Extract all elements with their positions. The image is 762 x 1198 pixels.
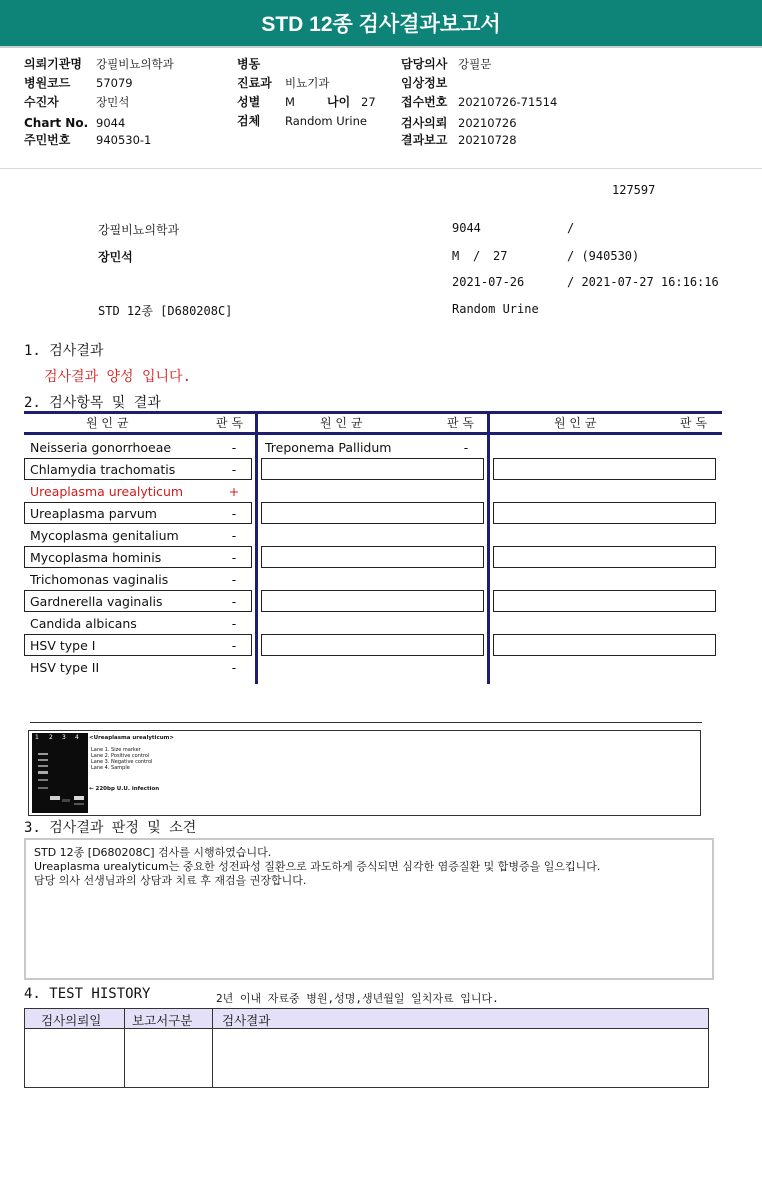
positive-result-message: 검사결과 양성 입니다.	[44, 369, 192, 385]
pathogen-result: -	[231, 572, 237, 587]
gel-image	[32, 733, 88, 813]
row-box	[261, 634, 484, 656]
value: 9044	[96, 116, 126, 130]
history-col-divider	[212, 1009, 213, 1087]
header-report-date	[401, 131, 517, 149]
col2-result-header: 판 독	[447, 416, 474, 430]
label: 접수번호	[401, 95, 448, 109]
pathogen-result-positive: +	[228, 484, 240, 499]
row-box	[493, 590, 716, 612]
value: 20210728	[458, 133, 517, 147]
summary-age: 27	[493, 249, 508, 263]
pathogen-name: Gardnerella vaginalis	[30, 594, 163, 609]
pathogen-result: -	[231, 594, 237, 609]
header-divider	[0, 168, 762, 169]
value: 비뇨기과	[285, 76, 330, 90]
row-box	[493, 502, 716, 524]
row-box	[493, 634, 716, 656]
col1-result-header: 판 독	[216, 416, 243, 430]
header-chart-no	[24, 114, 125, 132]
summary-name: 장민석	[98, 250, 133, 264]
gel-legend-line: Lane 3. Negative control	[91, 759, 153, 765]
header-institution	[24, 55, 174, 73]
value: 20210726-71514	[458, 95, 558, 109]
header-clinical-info	[401, 74, 458, 92]
pathogen-name: HSV type I	[30, 638, 96, 653]
table-top-rule	[24, 411, 722, 414]
summary-collected: 2021-07-26	[452, 275, 525, 289]
label: 수진자	[24, 95, 59, 109]
summary-slash: /	[567, 221, 575, 235]
col2-pathogen-header: 원 인 균	[320, 416, 363, 430]
col1-pathogen-header: 원 인 균	[86, 416, 129, 430]
pathogen-name: Mycoplasma hominis	[30, 550, 162, 565]
section2-title: 2. 검사항목 및 결과	[24, 395, 161, 411]
header-resident-no	[24, 131, 151, 149]
opinion-line: 담당 의사 선생님과의 상담과 치료 후 재검을 권장합니다.	[34, 874, 307, 887]
gel-heading: <Ureaplasma urealyticum>	[89, 735, 174, 741]
pathogen-result: -	[231, 616, 237, 631]
pathogen-result: -	[231, 660, 237, 675]
label: 나이	[327, 95, 351, 109]
value: 장민석	[96, 95, 130, 109]
label: Chart No.	[24, 116, 89, 130]
opinion-line: Ureaplasma urealyticum는 중요한 성전파성 질환으로 과도하게 증식되면 심각한 염증질환 및 합병증을 일으킵니다.	[34, 860, 601, 873]
summary-birth: / (940530)	[567, 249, 640, 263]
header-hospital-code	[24, 74, 133, 92]
value: Random Urine	[285, 114, 367, 128]
label: 담당의사	[401, 57, 448, 71]
row-box	[261, 590, 484, 612]
value: 940530-1	[96, 133, 152, 147]
label: 결과보고	[401, 133, 448, 147]
col3-result-header: 판 독	[680, 416, 707, 430]
header-request-date	[401, 114, 517, 132]
row-box	[493, 458, 716, 480]
label: 진료과	[237, 76, 272, 90]
gel-legend-line: Lane 4. Sample	[91, 765, 130, 771]
section4-title: 4. TEST HISTORY	[24, 986, 151, 1002]
header-receipt-no	[401, 93, 557, 111]
opinion-line: STD 12종 [D680208C] 검사를 시행하였습니다.	[34, 846, 272, 859]
summary-test: STD 12종 [D680208C]	[98, 304, 233, 318]
summary-specimen: Random Urine	[452, 302, 539, 316]
label: 검사의뢰	[401, 116, 448, 130]
pathogen-result: -	[231, 550, 237, 565]
table-column-divider-2	[487, 411, 490, 684]
pathogen-name: Candida albicans	[30, 616, 137, 631]
history-header-report-type: 보고서구분	[132, 1013, 193, 1028]
col3-pathogen-header: 원 인 균	[554, 416, 597, 430]
gel-bands-graphic	[32, 733, 88, 813]
summary-reported: / 2021-07-27 16:16:16	[567, 275, 719, 289]
pathogen-name-positive: Ureaplasma urealyticum	[30, 484, 184, 499]
report-title: STD 12종 검사결과보고서	[0, 0, 762, 48]
pathogen-name: Trichomonas vaginalis	[30, 572, 169, 587]
pathogen-result: -	[231, 506, 237, 521]
pathogen-name: Ureaplasma parvum	[30, 506, 157, 521]
gel-legend-line: Lane 2. Positive control	[91, 753, 150, 759]
header-sex-age	[237, 93, 376, 111]
history-header-request-date: 검사의뢰일	[41, 1013, 102, 1028]
row-box	[261, 502, 484, 524]
pathogen-name: Treponema Pallidum	[265, 440, 392, 455]
pathogen-name: Mycoplasma genitalium	[30, 528, 179, 543]
header-examinee	[24, 93, 129, 111]
value: M	[285, 95, 295, 109]
summary-chart: 9044	[452, 221, 481, 235]
pathogen-result: -	[231, 528, 237, 543]
section1-title: 1. 검사결과	[24, 343, 104, 359]
value: 57079	[96, 76, 133, 90]
gel-lane-3: 3	[62, 734, 66, 741]
table-column-divider-1	[255, 411, 258, 684]
label: 병원코드	[24, 76, 71, 90]
label: 임상정보	[401, 76, 448, 90]
pathogen-result: -	[231, 462, 237, 477]
gel-lane-1: 1	[35, 734, 39, 741]
label: 주민번호	[24, 133, 71, 147]
gel-legend-line: Lane 1. Size marker	[91, 747, 141, 753]
summary-sep: /	[473, 249, 481, 263]
label: 병동	[237, 57, 261, 71]
gel-lane-2: 2	[49, 734, 53, 741]
value: 27	[361, 95, 376, 109]
label: 의뢰기관명	[24, 57, 82, 71]
history-table	[24, 1008, 709, 1088]
history-note: 2년 이내 자료중 병원,성명,생년월일 일치자료 입니다.	[216, 992, 499, 1005]
label: 검체	[237, 114, 261, 128]
header-specimen	[237, 112, 367, 130]
row-box	[261, 458, 484, 480]
summary-id: 127597	[612, 183, 656, 197]
history-header-result: 검사결과	[222, 1013, 271, 1028]
history-header-row	[25, 1009, 708, 1029]
header-ward	[237, 55, 285, 73]
value: 강필비뇨의학과	[96, 57, 174, 71]
row-box	[261, 546, 484, 568]
summary-sex: M	[452, 249, 460, 263]
summary-clinic: 강필비뇨의학과	[98, 223, 180, 237]
opinion-box	[24, 838, 714, 980]
table-header-rule	[24, 432, 722, 435]
gel-band-label: ← 220bp U.U. infection	[89, 786, 160, 792]
pathogen-name: Neisseria gonorrhoeae	[30, 440, 172, 455]
pathogen-result: -	[463, 440, 469, 455]
gel-electrophoresis-panel	[28, 730, 701, 816]
pathogen-name: Chlamydia trachomatis	[30, 462, 176, 477]
section3-title: 3. 검사결과 판정 및 소견	[24, 820, 197, 836]
value: 강필문	[458, 57, 492, 71]
pathogen-result: -	[231, 440, 237, 455]
value: 20210726	[458, 116, 517, 130]
history-col-divider	[124, 1009, 125, 1087]
pathogen-result: -	[231, 638, 237, 653]
gel-lane-4: 4	[75, 734, 79, 741]
label: 성별	[237, 95, 261, 109]
pathogen-name: HSV type II	[30, 660, 100, 675]
header-department	[237, 74, 329, 92]
header-doctor	[401, 55, 491, 73]
row-box	[493, 546, 716, 568]
gel-divider	[30, 722, 702, 723]
